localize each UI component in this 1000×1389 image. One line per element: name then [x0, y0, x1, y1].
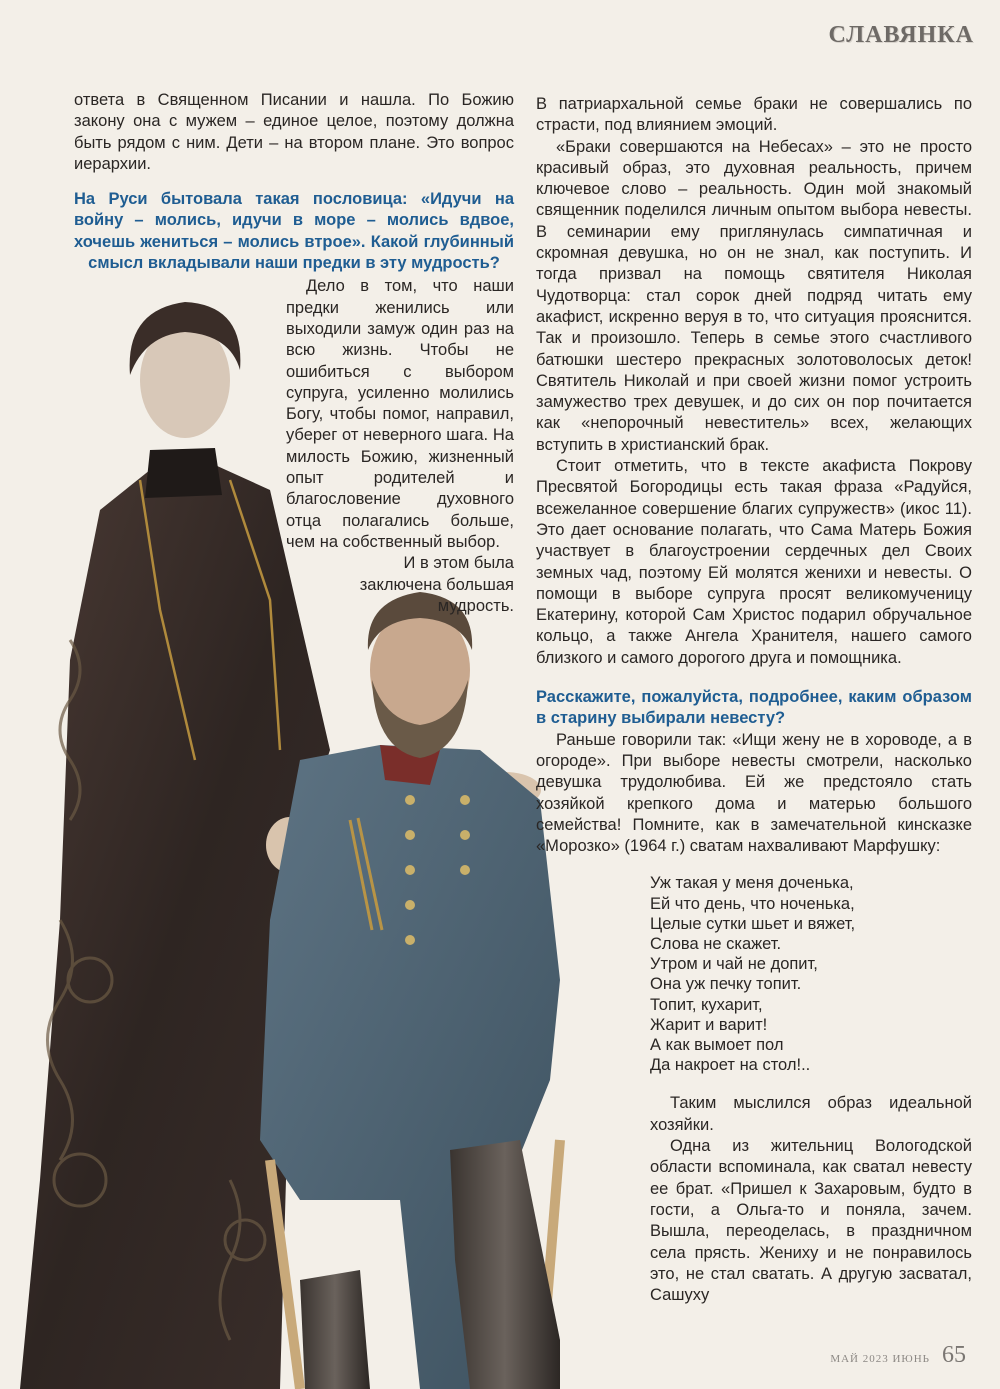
paragraph: Раньше говорили так: «Ищи жену не в хороводе, а в огороде». При выборе невесты смотрели, насколько девушка трудолюбива. Ей же предстояло стать хозяйкой крепкого дома и матерью большого семейства! Помните, как в замечательной кинсказке «Морозко» (1964 г.) сватам нахваливают Марфушку: [536, 730, 972, 856]
issue-months: МАЙ 2023 ИЮНЬ [830, 1353, 930, 1365]
paragraph: «Браки совершаются на Небесах» – это не просто красивый образ, это духовная реальность, причем ключевое слово – реальность. Один мой знакомый священник поделился личным опытом выбора невесты. В семинарии ему приглянулась симпатичная и скромная девушка, но он не знал, как поступить. И тогда призвал на помощь святителя Николая Чудотворца: стал сорок дней подряд читать ему акафист, искренно веруя в то, что ситуация прояснится. Так и произошло. Теперь в семье этого счастливого батюшки шестеро прекрасных золотоволосых деток! Святитель Николай и при своей жизни помог устроить замужество трех девушек, и до сих он пор почитается как «непорочный невеститель» всех, желающих вступить в христианский брак. [536, 137, 972, 454]
right-column [536, 94, 972, 1306]
interview-question: На Руси бытовала такая пословица: «Идучи на войну – молись, идучи в море – молись вдвое, хочешь жениться – молись втрое». Какой глубинный смысл вкладывали наши предки в эту мудрость? [74, 190, 514, 273]
paragraph: ответа в Священном Писании и нашла. По Божию закону она с мужем – единое целое, поэтому должна быть рядом с ним. Дети – на втором плане. Это вопрос иерархии. [74, 91, 514, 173]
poem [650, 873, 972, 1075]
poem-line: Да накроет на стол!.. [650, 1056, 811, 1075]
poem-line: Утром и чай не допит, [650, 955, 818, 974]
paragraph: Стоит отметить, что в тексте акафиста Покрову Пресвятой Богородицы есть такая фраза «Радуйся, всежеланное совершение благих супружеств» (икос 11). Это дает основание полагать, что Сама Матерь Божия участвует в благоустроении сердечных дел Своих земных чад, поэтому Ей молятся женихи и невесты. О помощи в выборе супруга просят великомученицу Екатерину, которой Сам Христос подарил обручальное кольцо, а также Ангела Хранителя, нашего самого близкого и самого дорогого друга и помощника. [536, 457, 972, 667]
poem-line: Уж такая у меня доченька, [650, 874, 854, 893]
page-footer [830, 1342, 966, 1369]
paragraph: Одна из жительниц Вологодской области вспоминала, как сватал невесту ее брат. «Пришел к Захаровым, будто в гости, а Ольга-то и поняла, зачем. Вышла, переоделась, в праздничном села прясть. Жениху и не понравилось это, не стал сватать. А другую засватал, Сашуху [650, 1137, 972, 1305]
interview-question: Расскажите, пожалуйста, подробнее, каким образом в старину выбирали невесту? [536, 688, 972, 728]
poem-line: Ей что день, что ноченька, [650, 894, 855, 913]
poem-line: Целые сутки шьет и вяжет, [650, 914, 856, 933]
poem-line: Слова не скажет. [650, 935, 782, 953]
poem-line: Топит, кухарит, [650, 995, 763, 1014]
page-number: 65 [942, 1342, 966, 1368]
paragraph: Дело в том, что наши предки женились или выходили замуж один раз на всю жизнь. Чтобы не ошибиться с выбором супруга, усиленно молились Богу, чтобы помог, направил, уберег от неверного шага. На милость Божию, жизненный опыт родителей и благословение духовного отца полагались больше, чем на собственный выбор. [286, 277, 514, 551]
poem-line: Она уж печку топит. [650, 975, 802, 994]
paragraph: Таким мыслился образ идеальной хозяйки. [650, 1094, 972, 1134]
paragraph: В патриархальной семье браки не совершались по страсти, под влиянием эмоций. [536, 95, 972, 135]
left-column [74, 90, 514, 617]
poem-line: А как вымоет пол [650, 1036, 784, 1055]
magazine-logo: СЛАВЯНКА [828, 22, 974, 48]
paragraph: И в этом была заключена большая мудрость. [359, 554, 514, 615]
poem-line: Жарит и варит! [650, 1015, 768, 1034]
